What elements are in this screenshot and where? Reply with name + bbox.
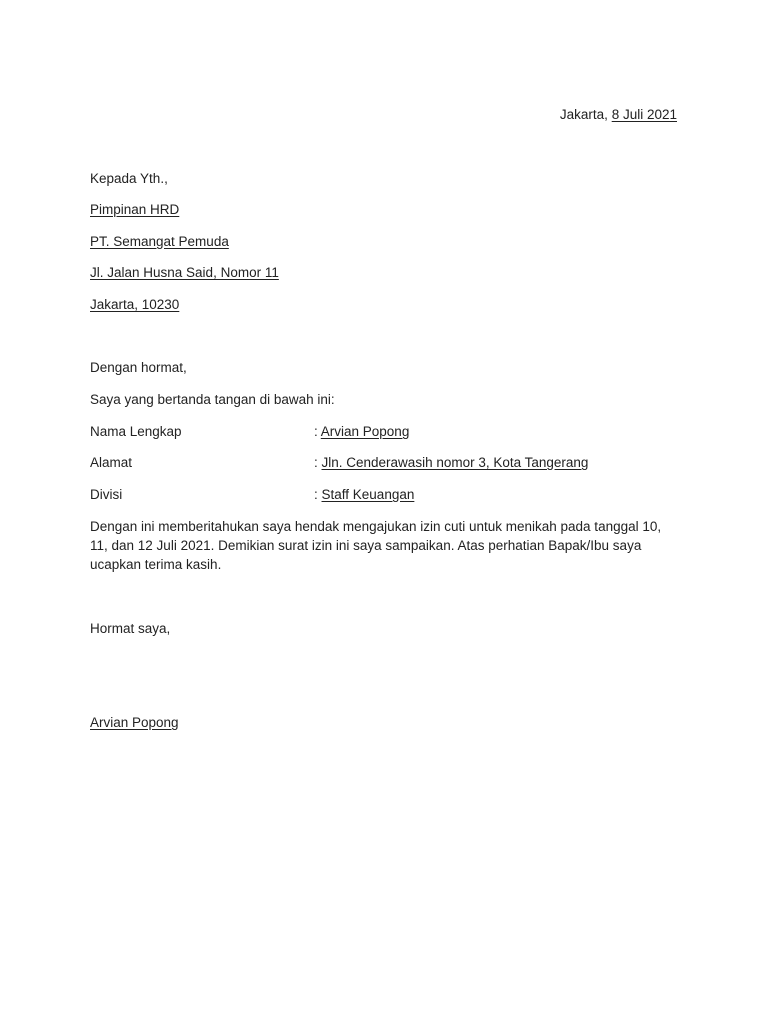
- closing: Hormat saya,: [90, 621, 171, 636]
- field-label: Divisi: [90, 487, 123, 502]
- field-value-wrap: [314, 454, 588, 472]
- letter-date: [560, 106, 677, 124]
- signature-name: Arvian Popong: [90, 715, 179, 730]
- salutation: Dengan hormat,: [90, 360, 187, 375]
- field-separator: :: [314, 487, 322, 502]
- field-separator: :: [314, 455, 322, 470]
- field-value: Staff Keuangan: [321, 487, 415, 502]
- date-city: Jakarta,: [559, 107, 612, 122]
- recipient-company: PT. Semangat Pemuda: [90, 234, 229, 249]
- body-paragraph: Dengan ini memberitahukan saya hendak mengajukan izin cuti untuk menikah pada tanggal 10, 11, dan 12 Juli 2021. Demikian surat izin ini saya sampaikan. Atas perhatian Bapak/Ibu saya ucapkan terima kasih.: [90, 519, 662, 572]
- field-label: Alamat: [90, 455, 133, 470]
- recipient-city: Jakarta, 10230: [90, 297, 180, 312]
- recipient-name: Pimpinan HRD: [90, 202, 180, 217]
- field-separator: :: [314, 424, 321, 439]
- field-label: Nama Lengkap: [90, 424, 182, 439]
- intro-text: Saya yang bertanda tangan di bawah ini:: [90, 392, 335, 407]
- field-value-wrap: [314, 423, 409, 441]
- field-value-wrap: [314, 486, 414, 504]
- field-value: Jln. Cenderawasih nomor 3, Kota Tangerang: [321, 455, 589, 470]
- date-value: 8 Juli 2021: [611, 107, 677, 122]
- recipient-address: Jl. Jalan Husna Said, Nomor 11: [90, 265, 279, 280]
- recipient-greeting: Kepada Yth.,: [90, 171, 168, 186]
- field-value: Arvian Popong: [320, 424, 410, 439]
